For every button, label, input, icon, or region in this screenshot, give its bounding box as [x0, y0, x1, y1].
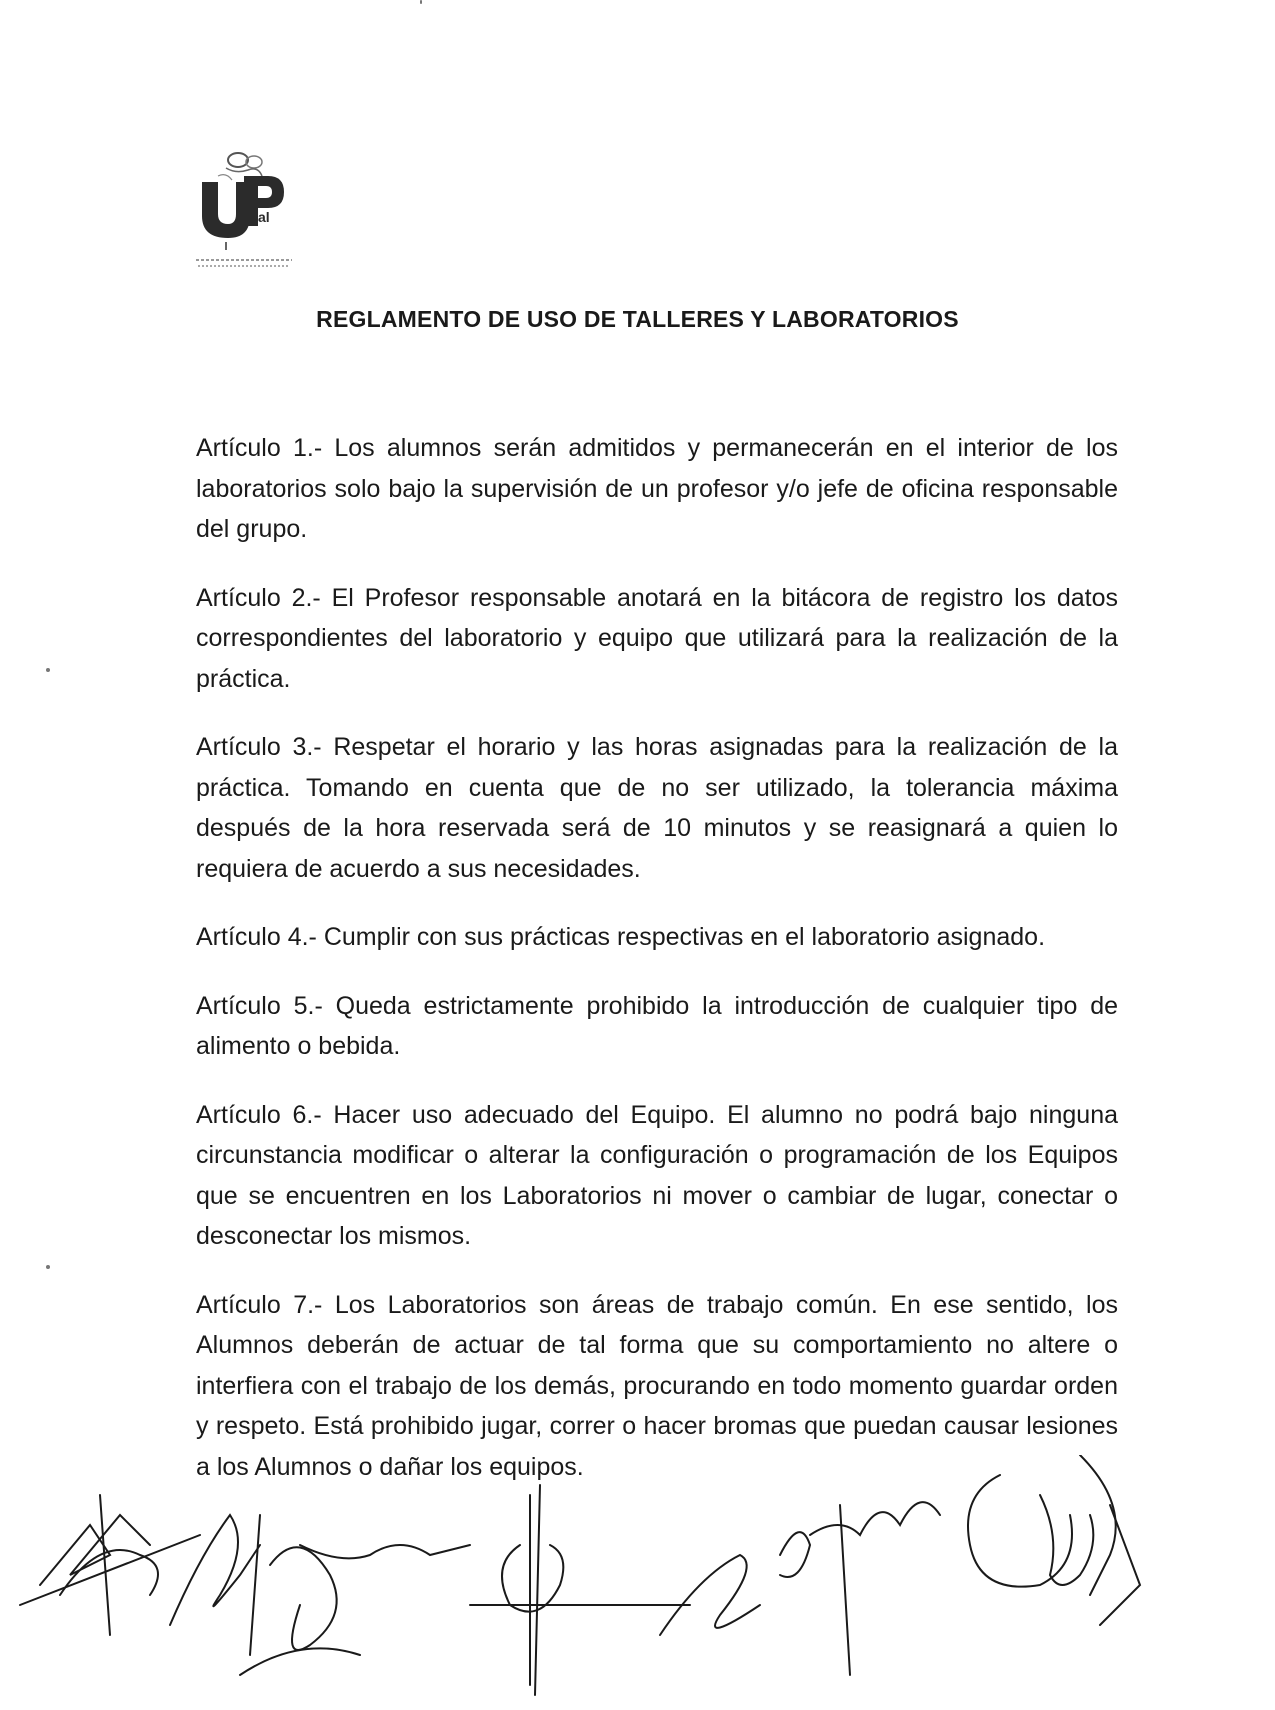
svg-text:al: al — [258, 209, 270, 225]
article-text: Queda estrictamente prohibido la introducción de cualquier tipo de alimento o bebida. — [196, 991, 1119, 1060]
institution-logo — [196, 152, 306, 280]
article-2 — [196, 578, 1118, 700]
article-label: Artículo 7.- — [196, 1290, 323, 1319]
article-label: Artículo 3.- — [196, 733, 322, 761]
article-label: Artículo 2.- — [196, 583, 321, 612]
article-label: Artículo 1.- — [196, 434, 323, 462]
article-label: Artículo 5.- — [196, 991, 323, 1020]
article-3 — [196, 727, 1118, 889]
article-text: El Profesor responsable anotará en la bitácora de registro los datos correspondientes del laboratorio y equipo que utilizará para la realización de la práctica. — [196, 583, 1119, 693]
scan-mark — [46, 668, 50, 672]
article-text: Los Laboratorios son áreas de trabajo común. En ese sentido, los Alumnos deberán de actuar de tal forma que su comportamiento no altere o interfiera con el trabajo de los demás, procurando en todo momento guardar orden y respeto. Está prohibido jugar, correr o hacer bromas que puedan causar lesiones a los Alumnos o dañar los equipos. — [196, 1290, 1118, 1481]
document-title: REGLAMENTO DE USO DE TALLERES Y LABORATORIOS — [316, 306, 959, 332]
upal-logo-icon — [196, 152, 306, 280]
article-4 — [196, 917, 1118, 958]
article-1 — [196, 428, 1118, 550]
article-text: Hacer uso adecuado del Equipo. El alumno no podrá bajo ninguna circunstancia modificar o alterar la configuración o programación de los Equipos que se encuentren en los Laboratorios ni mover o cambiar de lugar, conectar o desconectar los mismos. — [196, 1100, 1118, 1250]
article-text: Los alumnos serán admitidos y permanecerán en el interior de los laboratorios solo bajo la supervisión de un profesor y/o jefe de oficina responsable del grupo. — [196, 434, 1119, 543]
article-5 — [196, 986, 1118, 1067]
article-label: Artículo 4.- — [196, 923, 317, 951]
articles-list — [196, 428, 1118, 1515]
handwritten-signatures — [0, 1455, 1275, 1705]
scan-mark — [420, 0, 422, 4]
article-label: Artículo 6.- — [196, 1100, 322, 1129]
signatures-row — [0, 1455, 1275, 1705]
scan-mark — [46, 1265, 50, 1269]
article-text: Cumplir con sus prácticas respectivas en el laboratorio asignado. — [323, 923, 1046, 951]
article-text: Respetar el horario y las horas asignadas para la realización de la práctica. Tomando en cuenta que de no ser utilizado, la tolerancia máxima después de la hora reservada será de 10 minutos y se reasignará a quien lo requiera de acuerdo a sus necesidades. — [196, 733, 1118, 883]
article-6 — [196, 1095, 1118, 1257]
